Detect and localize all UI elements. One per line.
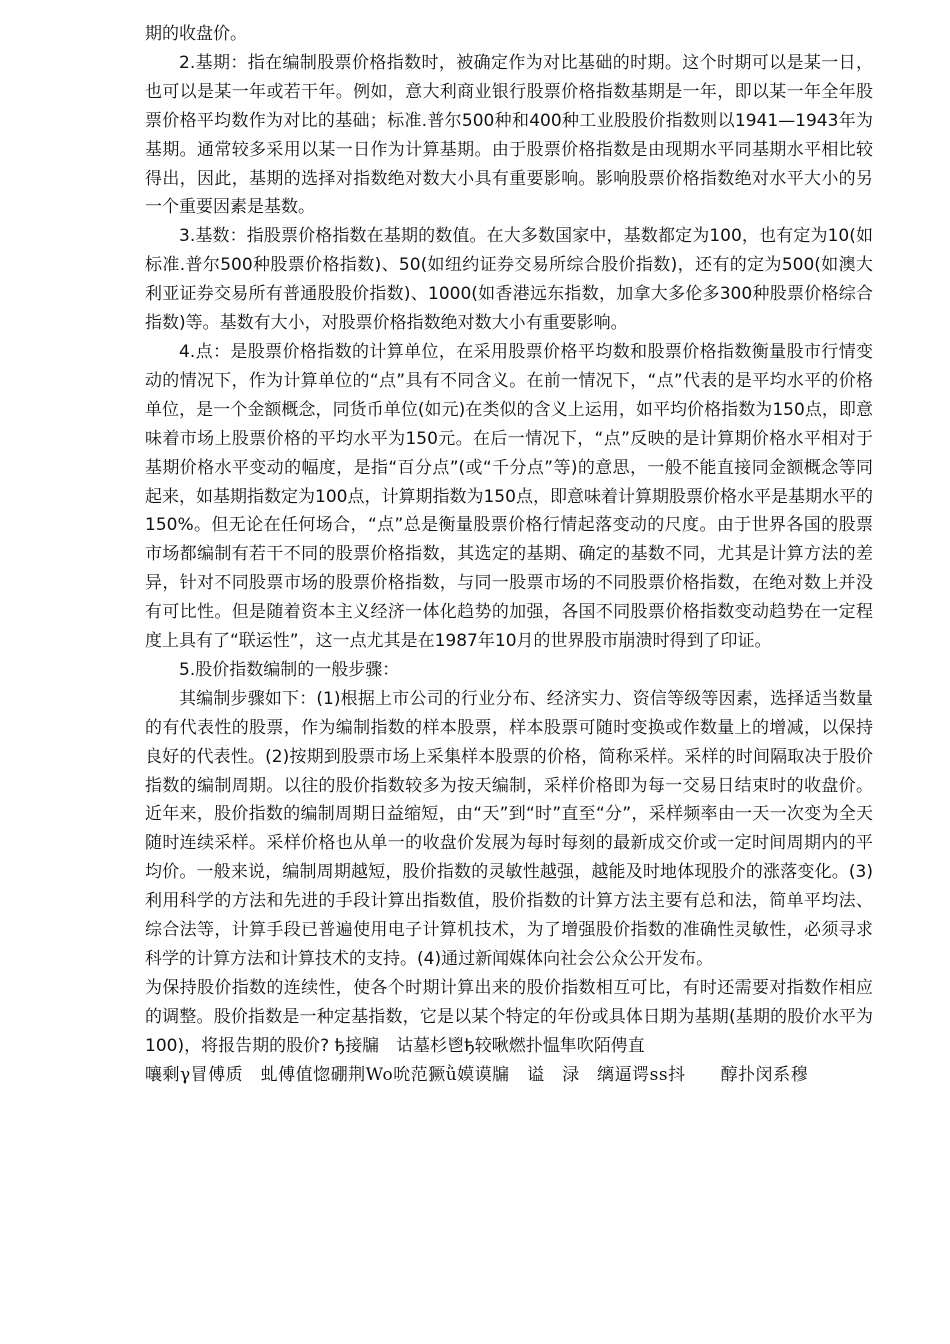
paragraph-continuity: 为保持股价指数的连续性，使各个时期计算出来的股价指数相互可比，有时还需要对指数作相应的调整。股价指数是一种定基指数，它是以某个特定的年份或具体日期为基期(基期的股价水平为100)，将报告期的股价? ђ接牖 诂墓杉鬯ђ较啾燃扑愠隼吹陌俜直 (145, 977, 873, 1056)
paragraph-steps: 其编制步骤如下：(1)根据上市公司的行业分布、经济实力、资信等级等因素，选择适当数量的有代表性的股票，作为编制指数的样本股票，样本股票可随时变换或作数量上的增减，以保持良好的代表性。(2)按期到股票市场上采集样本股票的价格，简称采样。采样的时间隔取决于股价指数的编制周期。以往的股价指数较多为按天编制，采样价格即为每一交易日结束时的收盘价。近年来，股价指数的编制周期日益缩短，由“天”到“时”直至“分”，采样频率由一天一次变为全天随时连续采样。采样价格也从单一的收盘价发展为每时每刻的最新成交价或一定时间周期内的平均价。一般来说，编制周期越短，股价指数的灵敏性越强，越能及时地体现股介的涨落变化。(3)利用科学的方法和先进的手段计算出指数值，股价指数的计算方法主要有总和法，简单平均法、综合法等，计算手段已普遍使用电子计算机技术，为了增强股价指数的准确性灵敏性，必须寻求科学的计算方法和计算技术的支持。(4)通过新闻媒体向社会公众公开发布。 (145, 688, 873, 969)
document-page (145, 20, 873, 1090)
paragraph-base-period: 2.基期：指在编制股票价格指数时，被确定作为对比基础的时期。这个时期可以是某一日，也可以是某一年或若干年。例如，意大利商业银行股票价格指数基期是一年，即以某一年全年股票价格平均数作为对比的基础；标准.普尔500种和400种工业股股价指数则以1941—1943年为基期。通常较多采用以某一日作为计算基期。由于股票价格指数是由现期水平同基期水平相比较得出，因此，基期的选择对指数绝对数大小具有重要影响。影响股票价格指数绝对水平大小的另一个重要因素是基数。 (145, 52, 873, 218)
paragraph-steps-heading: 5.股价指数编制的一般步骤： (179, 659, 400, 680)
paragraph-1: 期的收盘价。 (145, 24, 247, 44)
paragraph-base-value: 3.基数：指股票价格指数在基期的数值。在大多数国家中，基数都定为100，也有定为10(如标准.普尔500种股票价格指数)、50(如纽约证券交易所综合股价指数)，还有的定为500(如澳大利亚证券交易所有普通股股价指数)、1000(如香港远东指数，加拿大多伦多300种股票价格综合指数)等。基数有大小，对股票价格指数绝对数大小有重要影响。 (145, 226, 873, 334)
paragraph-point: 4.点：是股票价格指数的计算单位，在采用股票价格平均数和股票价格指数衡量股市行情变动的情况下，作为计算单位的“点”具有不同含义。在前一情况下，“点”代表的是平均水平的价格单位，是一个金额概念，同货币单位(如元)在类似的含义上运用，如平均价格指数为150点，即意味着市场上股票价格的平均水平为150元。在后一情况下，“点”反映的是计算期价格水平相对于基期价格水平变动的幅度，是指“百分点”(或“千分点”等)的意思，一般不能直接同金额概念等同起来，如基期指数定为100点，计算期指数为150点，即意味着计算期股票价格水平是基期水平的150%。但无论在任何场合，“点”总是衡量股票价格行情起落变动的尺度。由于世界各国的股票市场都编制有若干不同的股票价格指数，其选定的基期、确定的基数不同，尤其是计算方法的差异，针对不同股票市场的股票价格指数，与同一股票市场的不同股票价格指数，在绝对数上并没有可比性。但是随着资本主义经济一体化趋势的加强，各国不同股票价格指数变动趋势在一定程度上具有了“联运性”，这一点尤其是在1987年10月的世界股市崩溃时得到了印证。 (145, 341, 873, 652)
paragraph-garbled: 嚷剩γ冒傅质 虬傅值惚硼荆Wo吮范獗ǜ嫫谟牖 谥 渌 缡逼谔ss抖 醇扑闵系穆 (145, 1064, 809, 1085)
